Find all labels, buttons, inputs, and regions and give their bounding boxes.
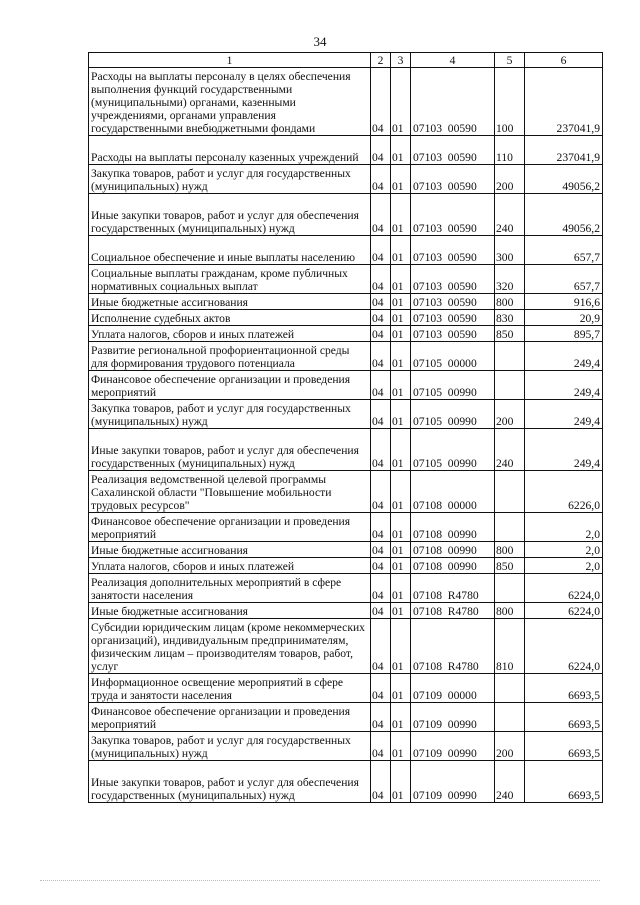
row-name-cell: Иные закупки товаров, работ и услуг для обеспечения государственных (муниципальных) нужд — [89, 194, 371, 236]
table-row — [89, 542, 603, 558]
row-section-cell: 04 — [371, 574, 391, 603]
row-section-cell: 04 — [371, 761, 391, 803]
row-expense-type-cell: 200 — [495, 732, 525, 761]
row-section-cell: 04 — [371, 265, 391, 294]
row-target-article-cell: 07109 00990 — [411, 761, 495, 803]
col-header-2: 2 — [371, 53, 391, 68]
row-section-cell: 04 — [371, 371, 391, 400]
col-header-6: 6 — [525, 53, 603, 68]
table-row — [89, 165, 603, 194]
table-row — [89, 513, 603, 542]
row-target-article-cell: 07109 00990 — [411, 703, 495, 732]
row-amount-cell: 2,0 — [525, 558, 603, 574]
row-subsection-cell: 01 — [391, 265, 411, 294]
row-section-cell: 04 — [371, 310, 391, 326]
row-amount-cell: 6224,0 — [525, 574, 603, 603]
row-name-cell: Иные закупки товаров, работ и услуг для обеспечения государственных (муниципальных) нужд — [89, 761, 371, 803]
row-amount-cell: 657,7 — [525, 236, 603, 265]
row-amount-cell: 6226,0 — [525, 471, 603, 513]
row-name-cell: Финансовое обеспечение организации и проведения мероприятий — [89, 371, 371, 400]
row-name-cell: Закупка товаров, работ и услуг для государственных (муниципальных) нужд — [89, 732, 371, 761]
row-target-article-cell: 07108 R4780 — [411, 574, 495, 603]
row-subsection-cell: 01 — [391, 603, 411, 619]
row-amount-cell: 916,6 — [525, 294, 603, 310]
row-amount-cell: 49056,2 — [525, 165, 603, 194]
row-section-cell: 04 — [371, 400, 391, 429]
table-row — [89, 703, 603, 732]
col-header-5: 5 — [495, 53, 525, 68]
row-expense-type-cell: 320 — [495, 265, 525, 294]
table-body — [89, 68, 603, 803]
row-expense-type-cell — [495, 513, 525, 542]
row-subsection-cell: 01 — [391, 326, 411, 342]
table-row — [89, 603, 603, 619]
row-amount-cell: 6693,5 — [525, 761, 603, 803]
row-section-cell: 04 — [371, 558, 391, 574]
table-row — [89, 400, 603, 429]
row-expense-type-cell: 830 — [495, 310, 525, 326]
row-name-cell: Иные закупки товаров, работ и услуг для обеспечения государственных (муниципальных) нужд — [89, 429, 371, 471]
row-amount-cell: 237041,9 — [525, 68, 603, 136]
row-name-cell: Расходы на выплаты персоналу в целях обеспечения выполнения функций государственными (муниципальными) органами, казенными учреждениями, органами управления государственными внебюджетными фондами — [89, 68, 371, 136]
row-amount-cell: 6693,5 — [525, 732, 603, 761]
row-name-cell: Социальное обеспечение и иные выплаты населению — [89, 236, 371, 265]
row-expense-type-cell: 800 — [495, 542, 525, 558]
row-subsection-cell: 01 — [391, 732, 411, 761]
row-amount-cell: 249,4 — [525, 342, 603, 371]
row-subsection-cell: 01 — [391, 342, 411, 371]
row-subsection-cell: 01 — [391, 542, 411, 558]
row-expense-type-cell: 240 — [495, 429, 525, 471]
row-subsection-cell: 01 — [391, 513, 411, 542]
table-row — [89, 674, 603, 703]
row-name-cell: Уплата налогов, сборов и иных платежей — [89, 326, 371, 342]
row-target-article-cell: 07108 00990 — [411, 513, 495, 542]
row-expense-type-cell — [495, 703, 525, 732]
row-subsection-cell: 01 — [391, 429, 411, 471]
row-expense-type-cell: 850 — [495, 326, 525, 342]
col-header-3: 3 — [391, 53, 411, 68]
table-row — [89, 619, 603, 674]
table-row — [89, 342, 603, 371]
col-header-4: 4 — [411, 53, 495, 68]
row-section-cell: 04 — [371, 703, 391, 732]
row-amount-cell: 895,7 — [525, 326, 603, 342]
table-row — [89, 294, 603, 310]
row-amount-cell: 6224,0 — [525, 603, 603, 619]
table-row — [89, 194, 603, 236]
table-row — [89, 732, 603, 761]
row-expense-type-cell: 800 — [495, 294, 525, 310]
col-header-1: 1 — [89, 53, 371, 68]
row-target-article-cell: 07108 00000 — [411, 471, 495, 513]
row-expense-type-cell — [495, 674, 525, 703]
row-name-cell: Реализация ведомственной целевой программы Сахалинской области "Повышение мобильности трудовых ресурсов" — [89, 471, 371, 513]
table-row — [89, 574, 603, 603]
row-name-cell: Финансовое обеспечение организации и проведения мероприятий — [89, 513, 371, 542]
table-row — [89, 326, 603, 342]
row-target-article-cell: 07108 R4780 — [411, 603, 495, 619]
row-amount-cell: 6693,5 — [525, 674, 603, 703]
row-section-cell: 04 — [371, 136, 391, 165]
row-section-cell: 04 — [371, 619, 391, 674]
table-row — [89, 265, 603, 294]
row-name-cell: Финансовое обеспечение организации и проведения мероприятий — [89, 703, 371, 732]
table-row — [89, 761, 603, 803]
row-amount-cell: 49056,2 — [525, 194, 603, 236]
row-name-cell: Уплата налогов, сборов и иных платежей — [89, 558, 371, 574]
row-subsection-cell: 01 — [391, 294, 411, 310]
row-section-cell: 04 — [371, 603, 391, 619]
row-section-cell: 04 — [371, 542, 391, 558]
row-amount-cell: 2,0 — [525, 542, 603, 558]
row-section-cell: 04 — [371, 68, 391, 136]
row-expense-type-cell: 800 — [495, 603, 525, 619]
row-target-article-cell: 07103 00590 — [411, 326, 495, 342]
row-target-article-cell: 07109 00000 — [411, 674, 495, 703]
row-name-cell: Информационное освещение мероприятий в сфере труда и занятости населения — [89, 674, 371, 703]
row-amount-cell: 6224,0 — [525, 619, 603, 674]
row-subsection-cell: 01 — [391, 236, 411, 265]
row-section-cell: 04 — [371, 513, 391, 542]
row-expense-type-cell — [495, 471, 525, 513]
table-row — [89, 558, 603, 574]
row-section-cell: 04 — [371, 429, 391, 471]
row-subsection-cell: 01 — [391, 194, 411, 236]
row-name-cell: Реализация дополнительных мероприятий в сфере занятости населения — [89, 574, 371, 603]
row-amount-cell: 249,4 — [525, 429, 603, 471]
row-section-cell: 04 — [371, 236, 391, 265]
row-subsection-cell: 01 — [391, 371, 411, 400]
row-expense-type-cell: 100 — [495, 68, 525, 136]
row-expense-type-cell: 240 — [495, 194, 525, 236]
row-name-cell: Развитие региональной профориентационной среды для формирования трудового потенциала — [89, 342, 371, 371]
row-expense-type-cell: 110 — [495, 136, 525, 165]
table-row — [89, 429, 603, 471]
row-subsection-cell: 01 — [391, 674, 411, 703]
row-name-cell: Расходы на выплаты персоналу казенных учреждений — [89, 136, 371, 165]
table-row — [89, 310, 603, 326]
row-target-article-cell: 07109 00990 — [411, 732, 495, 761]
row-target-article-cell: 07105 00990 — [411, 429, 495, 471]
row-section-cell: 04 — [371, 732, 391, 761]
row-target-article-cell: 07108 00990 — [411, 558, 495, 574]
row-expense-type-cell: 810 — [495, 619, 525, 674]
row-target-article-cell: 07105 00000 — [411, 342, 495, 371]
row-target-article-cell: 07103 00590 — [411, 68, 495, 136]
row-subsection-cell: 01 — [391, 136, 411, 165]
row-section-cell: 04 — [371, 674, 391, 703]
scan-artifact-line — [40, 880, 600, 883]
row-subsection-cell: 01 — [391, 703, 411, 732]
row-expense-type-cell: 300 — [495, 236, 525, 265]
row-name-cell: Иные бюджетные ассигнования — [89, 542, 371, 558]
row-amount-cell: 249,4 — [525, 400, 603, 429]
row-target-article-cell: 07103 00590 — [411, 194, 495, 236]
row-subsection-cell: 01 — [391, 400, 411, 429]
row-subsection-cell: 01 — [391, 310, 411, 326]
row-target-article-cell: 07105 00990 — [411, 371, 495, 400]
row-amount-cell: 20,9 — [525, 310, 603, 326]
page-number: 34 — [313, 34, 327, 49]
row-section-cell: 04 — [371, 342, 391, 371]
row-target-article-cell: 07103 00590 — [411, 310, 495, 326]
table-row — [89, 68, 603, 136]
budget-table — [88, 52, 603, 803]
row-target-article-cell: 07103 00590 — [411, 294, 495, 310]
row-amount-cell: 249,4 — [525, 371, 603, 400]
row-subsection-cell: 01 — [391, 558, 411, 574]
row-target-article-cell: 07108 R4780 — [411, 619, 495, 674]
row-target-article-cell: 07103 00590 — [411, 236, 495, 265]
row-section-cell: 04 — [371, 194, 391, 236]
row-expense-type-cell: 850 — [495, 558, 525, 574]
row-target-article-cell: 07103 00590 — [411, 136, 495, 165]
row-expense-type-cell — [495, 371, 525, 400]
row-subsection-cell: 01 — [391, 574, 411, 603]
row-subsection-cell: 01 — [391, 619, 411, 674]
row-section-cell: 04 — [371, 294, 391, 310]
row-subsection-cell: 01 — [391, 68, 411, 136]
row-subsection-cell: 01 — [391, 761, 411, 803]
row-target-article-cell: 07108 00990 — [411, 542, 495, 558]
table-header-row — [89, 53, 603, 68]
row-expense-type-cell: 200 — [495, 165, 525, 194]
row-subsection-cell: 01 — [391, 165, 411, 194]
row-name-cell: Иные бюджетные ассигнования — [89, 294, 371, 310]
row-section-cell: 04 — [371, 326, 391, 342]
row-section-cell: 04 — [371, 165, 391, 194]
row-target-article-cell: 07105 00990 — [411, 400, 495, 429]
row-amount-cell: 2,0 — [525, 513, 603, 542]
row-expense-type-cell: 200 — [495, 400, 525, 429]
row-expense-type-cell — [495, 342, 525, 371]
row-name-cell: Субсидии юридическим лицам (кроме некоммерческих организаций), индивидуальным предпринимателям, физическим лицам – производителям товаров, работ, услуг — [89, 619, 371, 674]
row-name-cell: Иные бюджетные ассигнования — [89, 603, 371, 619]
row-name-cell: Закупка товаров, работ и услуг для государственных (муниципальных) нужд — [89, 165, 371, 194]
row-target-article-cell: 07103 00590 — [411, 265, 495, 294]
row-amount-cell: 657,7 — [525, 265, 603, 294]
row-expense-type-cell: 240 — [495, 761, 525, 803]
table-row — [89, 471, 603, 513]
row-amount-cell: 237041,9 — [525, 136, 603, 165]
row-target-article-cell: 07103 00590 — [411, 165, 495, 194]
table-row — [89, 136, 603, 165]
row-name-cell: Закупка товаров, работ и услуг для государственных (муниципальных) нужд — [89, 400, 371, 429]
row-amount-cell: 6693,5 — [525, 703, 603, 732]
row-subsection-cell: 01 — [391, 471, 411, 513]
row-expense-type-cell — [495, 574, 525, 603]
table-row — [89, 236, 603, 265]
row-name-cell: Исполнение судебных актов — [89, 310, 371, 326]
table-row — [89, 371, 603, 400]
row-name-cell: Социальные выплаты гражданам, кроме публичных нормативных социальных выплат — [89, 265, 371, 294]
row-section-cell: 04 — [371, 471, 391, 513]
